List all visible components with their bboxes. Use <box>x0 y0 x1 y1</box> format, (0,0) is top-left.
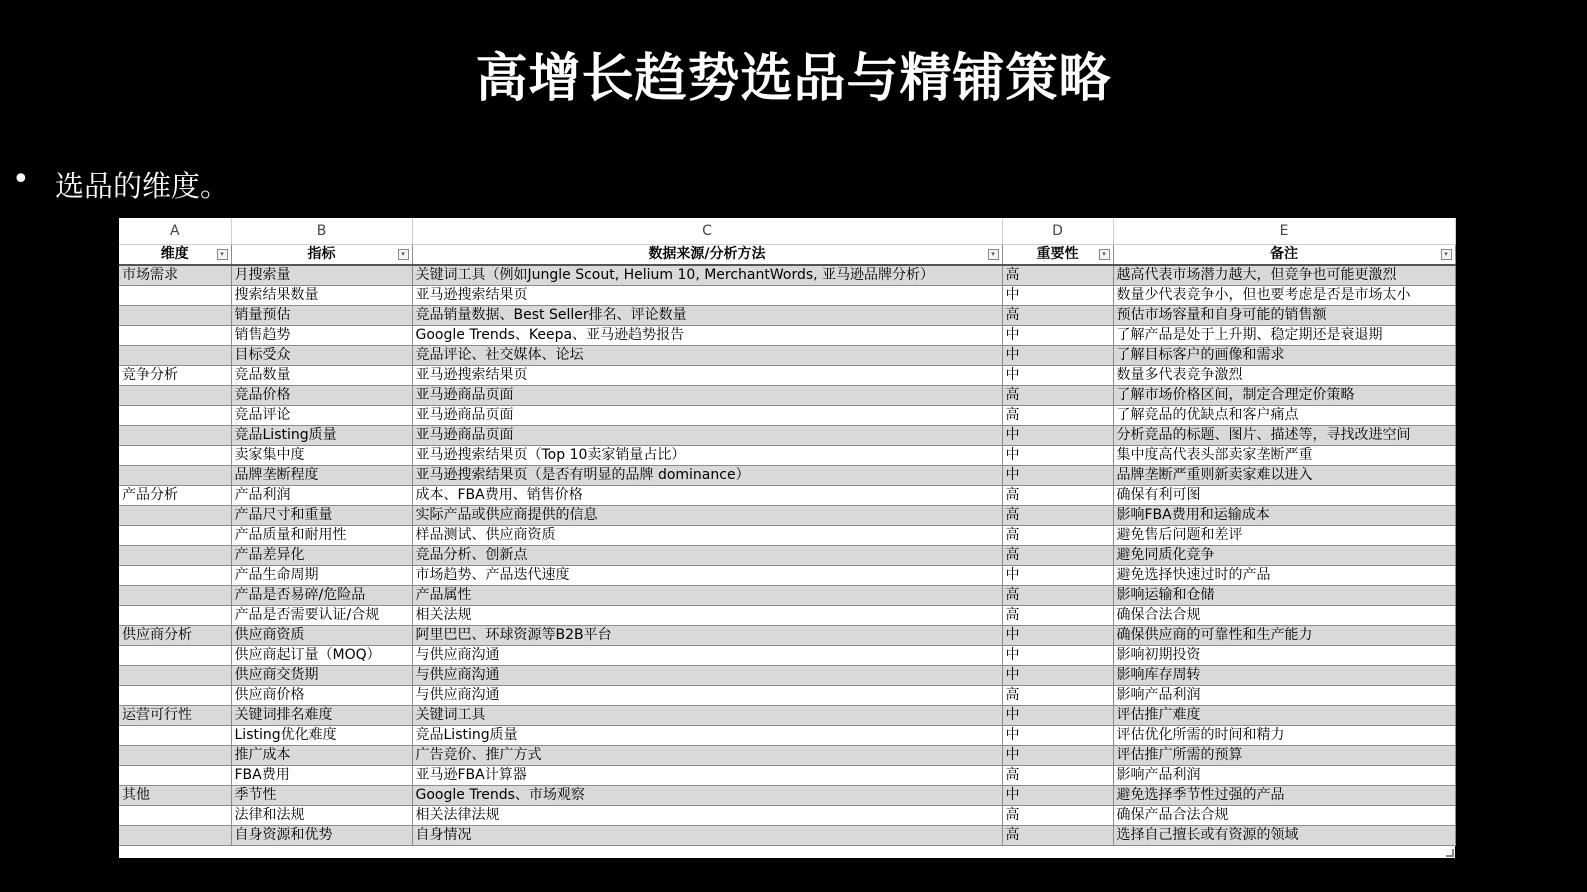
table-row <box>119 746 1455 766</box>
table-row <box>119 366 1455 386</box>
table-row <box>119 586 1455 606</box>
cell-importance[interactable]: 中 <box>1002 466 1113 486</box>
cell-notes[interactable]: 品牌垄断严重则新卖家难以进入 <box>1113 466 1455 486</box>
cell-source[interactable]: 亚马逊商品页面 <box>412 426 1002 446</box>
cell-source[interactable]: 与供应商沟通 <box>412 666 1002 686</box>
table-row <box>119 566 1455 586</box>
cell-metric[interactable]: 目标受众 <box>231 346 412 366</box>
cell-metric[interactable]: 产品利润 <box>231 486 412 506</box>
column-letter-d[interactable]: D <box>1002 218 1113 245</box>
bullet-text: 选品的维度。 <box>55 169 230 203</box>
cell-metric[interactable]: 搜索结果数量 <box>231 286 412 306</box>
cell-importance[interactable]: 高 <box>1002 546 1113 566</box>
cell-metric[interactable]: 销售趋势 <box>231 326 412 346</box>
cell-source[interactable]: 亚马逊搜索结果页 <box>412 286 1002 306</box>
cell-metric[interactable]: 品牌垄断程度 <box>231 466 412 486</box>
cell-metric[interactable]: 月搜索量 <box>231 265 412 286</box>
cell-importance[interactable]: 高 <box>1002 265 1113 286</box>
cell-notes[interactable]: 数量少代表竞争小，但也要考虑是否是市场太小 <box>1113 286 1455 306</box>
cell-notes[interactable]: 影响运输和仓储 <box>1113 586 1455 606</box>
cell-dimension[interactable] <box>119 806 231 826</box>
table-row <box>119 386 1455 406</box>
cell-notes[interactable]: 集中度高代表头部卖家垄断严重 <box>1113 446 1455 466</box>
table-row <box>119 546 1455 566</box>
cell-notes[interactable]: 越高代表市场潜力越大，但竞争也可能更激烈 <box>1113 265 1455 286</box>
cell-source[interactable]: 广告竞价、推广方式 <box>412 746 1002 766</box>
table-row <box>119 426 1455 446</box>
cell-source[interactable]: 关键词工具 <box>412 706 1002 726</box>
cell-notes[interactable]: 了解产品是处于上升期、稳定期还是衰退期 <box>1113 326 1455 346</box>
cell-importance[interactable]: 中 <box>1002 446 1113 466</box>
table-row <box>119 646 1455 666</box>
cell-notes[interactable]: 预估市场容量和自身可能的销售额 <box>1113 306 1455 326</box>
cell-metric[interactable]: 产品是否易碎/危险品 <box>231 586 412 606</box>
cell-importance[interactable]: 中 <box>1002 326 1113 346</box>
cell-importance[interactable]: 中 <box>1002 666 1113 686</box>
table-row <box>119 346 1455 366</box>
cell-source[interactable]: 样品测试、供应商资质 <box>412 526 1002 546</box>
cell-importance[interactable]: 中 <box>1002 746 1113 766</box>
cell-importance[interactable]: 中 <box>1002 566 1113 586</box>
column-letter-a[interactable]: A <box>119 218 231 245</box>
cell-metric[interactable]: Listing优化难度 <box>231 726 412 746</box>
cell-importance[interactable]: 中 <box>1002 426 1113 446</box>
cell-notes[interactable]: 影响FBA费用和运输成本 <box>1113 506 1455 526</box>
cell-source[interactable]: 相关法律法规 <box>412 806 1002 826</box>
cell-importance[interactable]: 高 <box>1002 506 1113 526</box>
table-row <box>119 766 1455 786</box>
cell-notes[interactable]: 确保合法合规 <box>1113 606 1455 626</box>
cell-metric[interactable]: 产品质量和耐用性 <box>231 526 412 546</box>
cell-source[interactable]: 阿里巴巴、环球资源等B2B平台 <box>412 626 1002 646</box>
header-metric-label: 指标 <box>307 246 336 262</box>
cell-dimension[interactable] <box>119 646 231 666</box>
cell-dimension[interactable] <box>119 446 231 466</box>
cell-source[interactable]: 亚马逊搜索结果页 <box>412 366 1002 386</box>
table-row <box>119 326 1455 346</box>
cell-importance[interactable]: 高 <box>1002 606 1113 626</box>
cell-notes[interactable]: 确保产品合法合规 <box>1113 806 1455 826</box>
cell-dimension[interactable] <box>119 766 231 786</box>
cell-dimension[interactable] <box>119 606 231 626</box>
cell-notes[interactable]: 评估推广难度 <box>1113 706 1455 726</box>
cell-notes[interactable]: 避免选择季节性过强的产品 <box>1113 786 1455 806</box>
cell-dimension[interactable]: 产品分析 <box>119 486 231 506</box>
cell-notes[interactable]: 了解目标客户的画像和需求 <box>1113 346 1455 366</box>
cell-notes[interactable]: 了解竞品的优缺点和客户痛点 <box>1113 406 1455 426</box>
cell-metric[interactable]: 竞品Listing质量 <box>231 426 412 446</box>
cell-metric[interactable]: 季节性 <box>231 786 412 806</box>
header-source <box>412 245 1002 266</box>
cell-source[interactable]: 竞品Listing质量 <box>412 726 1002 746</box>
cell-dimension[interactable]: 竞争分析 <box>119 366 231 386</box>
cell-dimension[interactable] <box>119 306 231 326</box>
column-letter-c[interactable]: C <box>412 218 1002 245</box>
header-importance-label: 重要性 <box>1036 246 1079 262</box>
table-row <box>119 606 1455 626</box>
cell-metric[interactable]: 产品生命周期 <box>231 566 412 586</box>
cell-metric[interactable]: 竞品评论 <box>231 406 412 426</box>
cell-metric[interactable]: 销量预估 <box>231 306 412 326</box>
cell-notes[interactable]: 了解市场价格区间，制定合理定价策略 <box>1113 386 1455 406</box>
table-row <box>119 806 1455 826</box>
cell-source[interactable]: 关键词工具（例如Jungle Scout, Helium 10, MerchantWords, 亚马逊品牌分析） <box>412 265 1002 286</box>
filter-dropdown-icon[interactable]: ▾ <box>398 249 409 260</box>
spreadsheet <box>119 218 1455 858</box>
cell-importance[interactable]: 中 <box>1002 706 1113 726</box>
cell-dimension[interactable] <box>119 826 231 846</box>
table-row <box>119 406 1455 426</box>
column-letter-e[interactable]: E <box>1113 218 1455 245</box>
cell-dimension[interactable] <box>119 466 231 486</box>
cell-dimension[interactable] <box>119 686 231 706</box>
table-row <box>119 286 1455 306</box>
filter-dropdown-icon[interactable]: ▾ <box>1441 249 1452 260</box>
cell-metric[interactable]: 推广成本 <box>231 746 412 766</box>
cell-importance[interactable]: 中 <box>1002 786 1113 806</box>
cell-importance[interactable]: 高 <box>1002 406 1113 426</box>
table-row <box>119 506 1455 526</box>
cell-dimension[interactable]: 其他 <box>119 786 231 806</box>
cell-metric[interactable]: 供应商起订量（MOQ） <box>231 646 412 666</box>
cell-dimension[interactable] <box>119 426 231 446</box>
cell-source[interactable]: 亚马逊搜索结果页（是否有明显的品牌 dominance） <box>412 466 1002 486</box>
cell-dimension[interactable] <box>119 566 231 586</box>
table-row <box>119 446 1455 466</box>
cell-source[interactable]: 亚马逊商品页面 <box>412 386 1002 406</box>
column-letter-row <box>119 218 1455 245</box>
cell-source[interactable]: Google Trends、Keepa、亚马逊趋势报告 <box>412 326 1002 346</box>
cell-source[interactable]: 市场趋势、产品迭代速度 <box>412 566 1002 586</box>
cell-dimension[interactable] <box>119 286 231 306</box>
table-row <box>119 526 1455 546</box>
cell-notes[interactable]: 评估优化所需的时间和精力 <box>1113 726 1455 746</box>
cell-dimension[interactable]: 市场需求 <box>119 265 231 286</box>
table-row <box>119 706 1455 726</box>
cell-source[interactable]: Google Trends、市场观察 <box>412 786 1002 806</box>
cell-dimension[interactable] <box>119 346 231 366</box>
cell-source[interactable]: 实际产品或供应商提供的信息 <box>412 506 1002 526</box>
cell-source[interactable]: 亚马逊商品页面 <box>412 406 1002 426</box>
cell-importance[interactable]: 中 <box>1002 366 1113 386</box>
cell-notes[interactable]: 影响产品利润 <box>1113 686 1455 706</box>
cell-notes[interactable]: 确保供应商的可靠性和生产能力 <box>1113 626 1455 646</box>
cell-metric[interactable]: 竞品价格 <box>231 386 412 406</box>
cell-notes[interactable]: 影响初期投资 <box>1113 646 1455 666</box>
cell-importance[interactable]: 中 <box>1002 286 1113 306</box>
cell-source[interactable]: 自身情况 <box>412 826 1002 846</box>
table-row <box>119 466 1455 486</box>
cell-importance[interactable]: 高 <box>1002 306 1113 326</box>
cell-metric[interactable]: 法律和法规 <box>231 806 412 826</box>
cell-metric[interactable]: 卖家集中度 <box>231 446 412 466</box>
cell-importance[interactable]: 高 <box>1002 826 1113 846</box>
cell-metric[interactable]: 竞品数量 <box>231 366 412 386</box>
cell-dimension[interactable] <box>119 546 231 566</box>
cell-importance[interactable]: 中 <box>1002 726 1113 746</box>
header-row <box>119 245 1455 266</box>
cell-metric[interactable]: 关键词排名难度 <box>231 706 412 726</box>
cell-dimension[interactable] <box>119 506 231 526</box>
table-row <box>119 826 1455 846</box>
header-notes-label: 备注 <box>1270 246 1298 262</box>
cell-dimension[interactable]: 供应商分析 <box>119 626 231 646</box>
cell-notes[interactable]: 确保有利可图 <box>1113 486 1455 506</box>
table-row <box>119 726 1455 746</box>
cell-notes[interactable]: 选择自己擅长或有资源的领域 <box>1113 826 1455 846</box>
slide-title: 高增长趋势选品与精铺策略 <box>475 49 1112 109</box>
column-letter-b[interactable]: B <box>231 218 412 245</box>
cell-notes[interactable]: 避免售后问题和差评 <box>1113 526 1455 546</box>
cell-source[interactable]: 竞品销量数据、Best Seller排名、评论数量 <box>412 306 1002 326</box>
cell-importance[interactable]: 高 <box>1002 526 1113 546</box>
table-row <box>119 626 1455 646</box>
header-dimension-label: 维度 <box>160 246 189 262</box>
selection-dimensions-table <box>119 218 1456 846</box>
header-metric <box>231 245 412 266</box>
cell-metric[interactable]: 供应商交货期 <box>231 666 412 686</box>
cell-source[interactable]: 相关法规 <box>412 606 1002 626</box>
cell-importance[interactable]: 中 <box>1002 626 1113 646</box>
cell-source[interactable]: 亚马逊搜索结果页（Top 10卖家销量占比） <box>412 446 1002 466</box>
cell-dimension[interactable] <box>119 406 231 426</box>
cell-importance[interactable]: 中 <box>1002 646 1113 666</box>
cell-importance[interactable]: 中 <box>1002 346 1113 366</box>
cell-dimension[interactable] <box>119 386 231 406</box>
cell-metric[interactable]: 产品尺寸和重量 <box>231 506 412 526</box>
header-source-label: 数据来源/分析方法 <box>648 246 766 262</box>
cell-dimension[interactable] <box>119 586 231 606</box>
cell-notes[interactable]: 数量多代表竞争激烈 <box>1113 366 1455 386</box>
cell-metric[interactable]: 自身资源和优势 <box>231 826 412 846</box>
cell-dimension[interactable] <box>119 326 231 346</box>
cell-source[interactable]: 成本、FBA费用、销售价格 <box>412 486 1002 506</box>
cell-importance[interactable]: 高 <box>1002 806 1113 826</box>
cell-source[interactable]: 亚马逊FBA计算器 <box>412 766 1002 786</box>
cell-source[interactable]: 产品属性 <box>412 586 1002 606</box>
cell-metric[interactable]: 产品差异化 <box>231 546 412 566</box>
table-row <box>119 486 1455 506</box>
cell-source[interactable]: 与供应商沟通 <box>412 646 1002 666</box>
cell-notes[interactable]: 评估推广所需的预算 <box>1113 746 1455 766</box>
cell-importance[interactable]: 高 <box>1002 486 1113 506</box>
table-row <box>119 686 1455 706</box>
filter-dropdown-icon[interactable]: ▾ <box>217 249 228 260</box>
cell-dimension[interactable] <box>119 726 231 746</box>
header-importance <box>1002 245 1113 266</box>
cell-source[interactable]: 与供应商沟通 <box>412 686 1002 706</box>
table-row <box>119 265 1455 286</box>
cell-metric[interactable]: 供应商资质 <box>231 626 412 646</box>
cell-dimension[interactable] <box>119 666 231 686</box>
table-row <box>119 666 1455 686</box>
table-row <box>119 306 1455 326</box>
header-dimension <box>119 245 231 266</box>
cell-notes[interactable]: 影响库存周转 <box>1113 666 1455 686</box>
cell-notes[interactable]: 避免同质化竞争 <box>1113 546 1455 566</box>
cell-metric[interactable]: FBA费用 <box>231 766 412 786</box>
cell-metric[interactable]: 产品是否需要认证/合规 <box>231 606 412 626</box>
cell-metric[interactable]: 供应商价格 <box>231 686 412 706</box>
cell-source[interactable]: 竞品分析、创新点 <box>412 546 1002 566</box>
cell-dimension[interactable] <box>119 746 231 766</box>
cell-source[interactable]: 竞品评论、社交媒体、论坛 <box>412 346 1002 366</box>
resize-handle-icon[interactable] <box>1446 849 1454 857</box>
cell-importance[interactable]: 高 <box>1002 686 1113 706</box>
cell-notes[interactable]: 影响产品利润 <box>1113 766 1455 786</box>
cell-notes[interactable]: 分析竞品的标题、图片、描述等，寻找改进空间 <box>1113 426 1455 446</box>
cell-importance[interactable]: 高 <box>1002 766 1113 786</box>
table-row <box>119 786 1455 806</box>
cell-importance[interactable]: 高 <box>1002 386 1113 406</box>
bullet-marker: • <box>12 162 30 197</box>
cell-dimension[interactable] <box>119 526 231 546</box>
cell-dimension[interactable]: 运营可行性 <box>119 706 231 726</box>
header-notes <box>1113 245 1455 266</box>
filter-dropdown-icon[interactable]: ▾ <box>988 249 999 260</box>
cell-importance[interactable]: 高 <box>1002 586 1113 606</box>
cell-notes[interactable]: 避免选择快速过时的产品 <box>1113 566 1455 586</box>
filter-dropdown-icon[interactable]: ▾ <box>1099 249 1110 260</box>
